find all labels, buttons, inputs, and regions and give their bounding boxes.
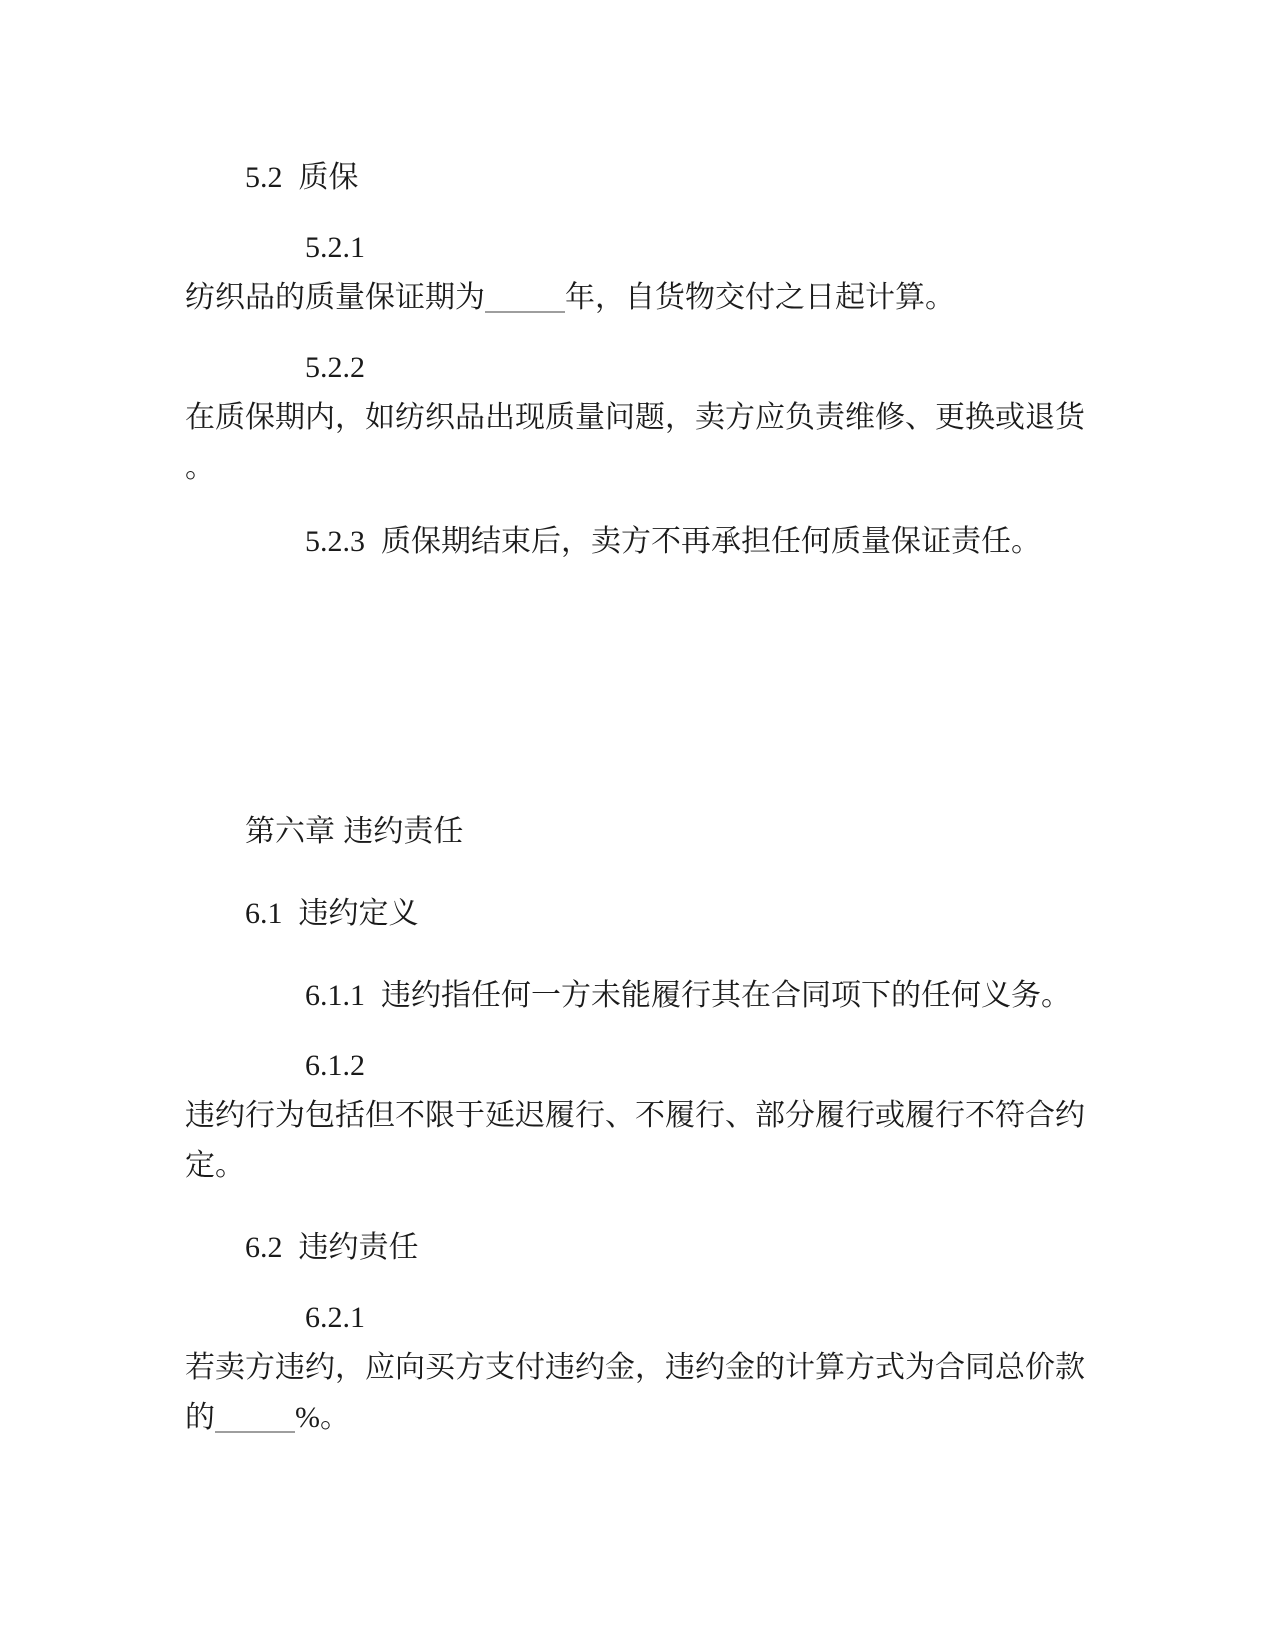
- clause-6-2-1-number: 6.2.1: [305, 1301, 365, 1334]
- clause-6-1-1-number: 6.1.1: [305, 979, 365, 1012]
- section-6-2-number: 6.2: [245, 1231, 283, 1264]
- clause-6-1-2-number-line: [185, 1041, 1090, 1091]
- heading-section-6-2: [185, 1223, 1090, 1273]
- clause-6-1-2: [185, 1041, 1090, 1191]
- clause-5-2-1-number-line: [185, 223, 1090, 273]
- clause-6-1-2-body-line2: 定。: [185, 1149, 245, 1182]
- fill-in-blank-penalty-percent: [215, 1431, 295, 1433]
- clause-5-2-1-text-post: 年，自货物交付之日起计算。: [565, 281, 955, 314]
- clause-5-2-3-number: 5.2.3: [305, 525, 365, 558]
- clause-6-2-1-body-line1: 若卖方违约，应向买方支付违约金，违约金的计算方式为合同总价款: [185, 1351, 1085, 1384]
- section-6-1-title: 违约定义: [298, 897, 419, 930]
- clause-6-2-1-percent-sign: %: [295, 1401, 320, 1434]
- clause-6-1-2-body-line1: 违约行为包括但不限于延迟履行、不履行、部分履行或履行不符合约: [185, 1099, 1085, 1132]
- clause-5-2-2-number-line: [185, 343, 1090, 393]
- section-6-1-number: 6.1: [245, 897, 283, 930]
- clause-5-2-1: [185, 223, 1090, 323]
- fill-in-blank-warranty-years: [485, 311, 565, 313]
- heading-chapter-6: 第六章 违约责任: [245, 815, 464, 848]
- clause-6-2-1-text-pre: 的: [185, 1401, 215, 1434]
- clause-6-2-1: [185, 1293, 1090, 1443]
- clause-5-2-1-text-pre: 纺织品的质量保证期为: [185, 281, 485, 314]
- clause-5-2-3-text: 质保期结束后，卖方不再承担任何质量保证责任。: [381, 525, 1041, 558]
- clause-5-2-1-number: 5.2.1: [305, 231, 365, 264]
- document-content: [185, 153, 1090, 1443]
- clause-5-2-1-body-line: [185, 273, 1090, 323]
- clause-5-2-2-body-line2: 。: [185, 451, 215, 484]
- clause-6-1-1-text: 违约指任何一方未能履行其在合同项下的任何义务。: [381, 979, 1071, 1012]
- heading-section-5-2: [185, 153, 1090, 203]
- section-6-2-title: 违约责任: [298, 1231, 419, 1264]
- clause-6-2-1-number-line: [185, 1293, 1090, 1343]
- clause-6-1-2-number: 6.1.2: [305, 1049, 365, 1082]
- clause-5-2-2-body-line1: 在质保期内，如纺织品出现质量问题，卖方应负责维修、更换或退货: [185, 401, 1085, 434]
- section-5-2-number: 5.2: [245, 161, 283, 194]
- clause-6-2-1-text-end: 。: [320, 1401, 350, 1434]
- clause-5-2-2-number: 5.2.2: [305, 351, 365, 384]
- clause-5-2-3: [185, 517, 1090, 567]
- section-5-2-title: 质保: [298, 161, 359, 194]
- clause-5-2-2: [185, 343, 1090, 493]
- clause-6-1-1: [185, 971, 1090, 1021]
- heading-section-6-1: [185, 889, 1090, 939]
- clause-6-2-1-body-line2: [185, 1393, 1090, 1443]
